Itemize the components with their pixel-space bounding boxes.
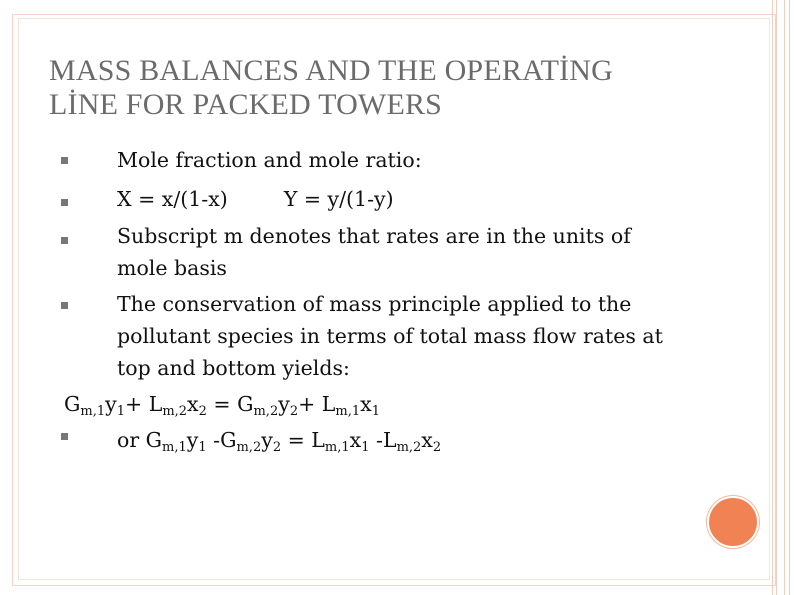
eq-subscript: m,1 bbox=[162, 440, 187, 455]
list-item-ratio-defs bbox=[117, 183, 394, 215]
eq-subscript: 1 bbox=[116, 404, 125, 419]
eq-subscript: m,1 bbox=[335, 404, 361, 419]
eq-subscript: m,2 bbox=[162, 404, 188, 419]
eq-term: = L bbox=[281, 428, 325, 452]
eq-subscript: 1 bbox=[198, 440, 207, 455]
eq-term: G bbox=[64, 392, 81, 416]
list-item-line: Subscript m denotes that rates are in the units of bbox=[117, 224, 631, 248]
eq-term: x bbox=[187, 392, 199, 416]
eq-term: or G bbox=[117, 428, 163, 452]
title-line-2: LİNE FOR PACKED TOWERS bbox=[49, 88, 443, 121]
list-item-line: The conservation of mass principle applied to the bbox=[117, 292, 632, 316]
eq-subscript: 2 bbox=[198, 404, 207, 419]
list-item-mole-fraction bbox=[117, 144, 422, 176]
eq-subscript: m,2 bbox=[236, 440, 262, 455]
bullet-marker bbox=[61, 237, 68, 244]
eq-term: -L bbox=[369, 428, 397, 452]
eq-subscript: m,1 bbox=[324, 440, 350, 455]
eq-term: + L bbox=[298, 392, 336, 416]
eq-subscript: 2 bbox=[432, 440, 442, 455]
eq-subscript: m,1 bbox=[80, 404, 106, 419]
eq-term: + L bbox=[125, 392, 163, 416]
eq-term: -G bbox=[206, 428, 237, 452]
list-item-line: pollutant species in terms of total mass flow rates at bbox=[117, 324, 663, 348]
eq-term: y bbox=[261, 428, 273, 452]
eq-subscript: 1 bbox=[371, 404, 380, 419]
eq-subscript: m,2 bbox=[253, 404, 279, 419]
eq-subscript: 1 bbox=[361, 440, 370, 455]
eq-term: x bbox=[349, 428, 362, 452]
eq-term: x bbox=[360, 392, 372, 416]
title-line-1: MASS BALANCES AND THE OPERATİNG bbox=[49, 54, 614, 87]
eq-term: y bbox=[105, 392, 117, 416]
bullet-marker bbox=[61, 199, 68, 206]
eq-term: y bbox=[186, 428, 199, 452]
bullet-marker bbox=[61, 433, 68, 440]
bullet-marker bbox=[61, 157, 68, 164]
eq-term: = G bbox=[206, 392, 254, 416]
eq-term: x bbox=[421, 428, 433, 452]
eq-term: y bbox=[278, 392, 290, 416]
bullet-marker bbox=[61, 302, 68, 309]
list-item-text: Mole fraction and mole ratio: bbox=[117, 148, 422, 172]
equation-mass-balance bbox=[64, 388, 380, 420]
y-ratio-definition: Y = y/(1-y) bbox=[283, 187, 394, 211]
eq-subscript: 2 bbox=[289, 404, 299, 419]
eq-subscript: 2 bbox=[272, 440, 282, 455]
eq-subscript: m,2 bbox=[396, 440, 422, 455]
list-item-line: mole basis bbox=[117, 256, 227, 280]
list-item-line: top and bottom yields: bbox=[117, 356, 350, 380]
equation-rearranged bbox=[117, 424, 441, 456]
x-ratio-definition: X = x/(1-x) bbox=[117, 187, 228, 211]
